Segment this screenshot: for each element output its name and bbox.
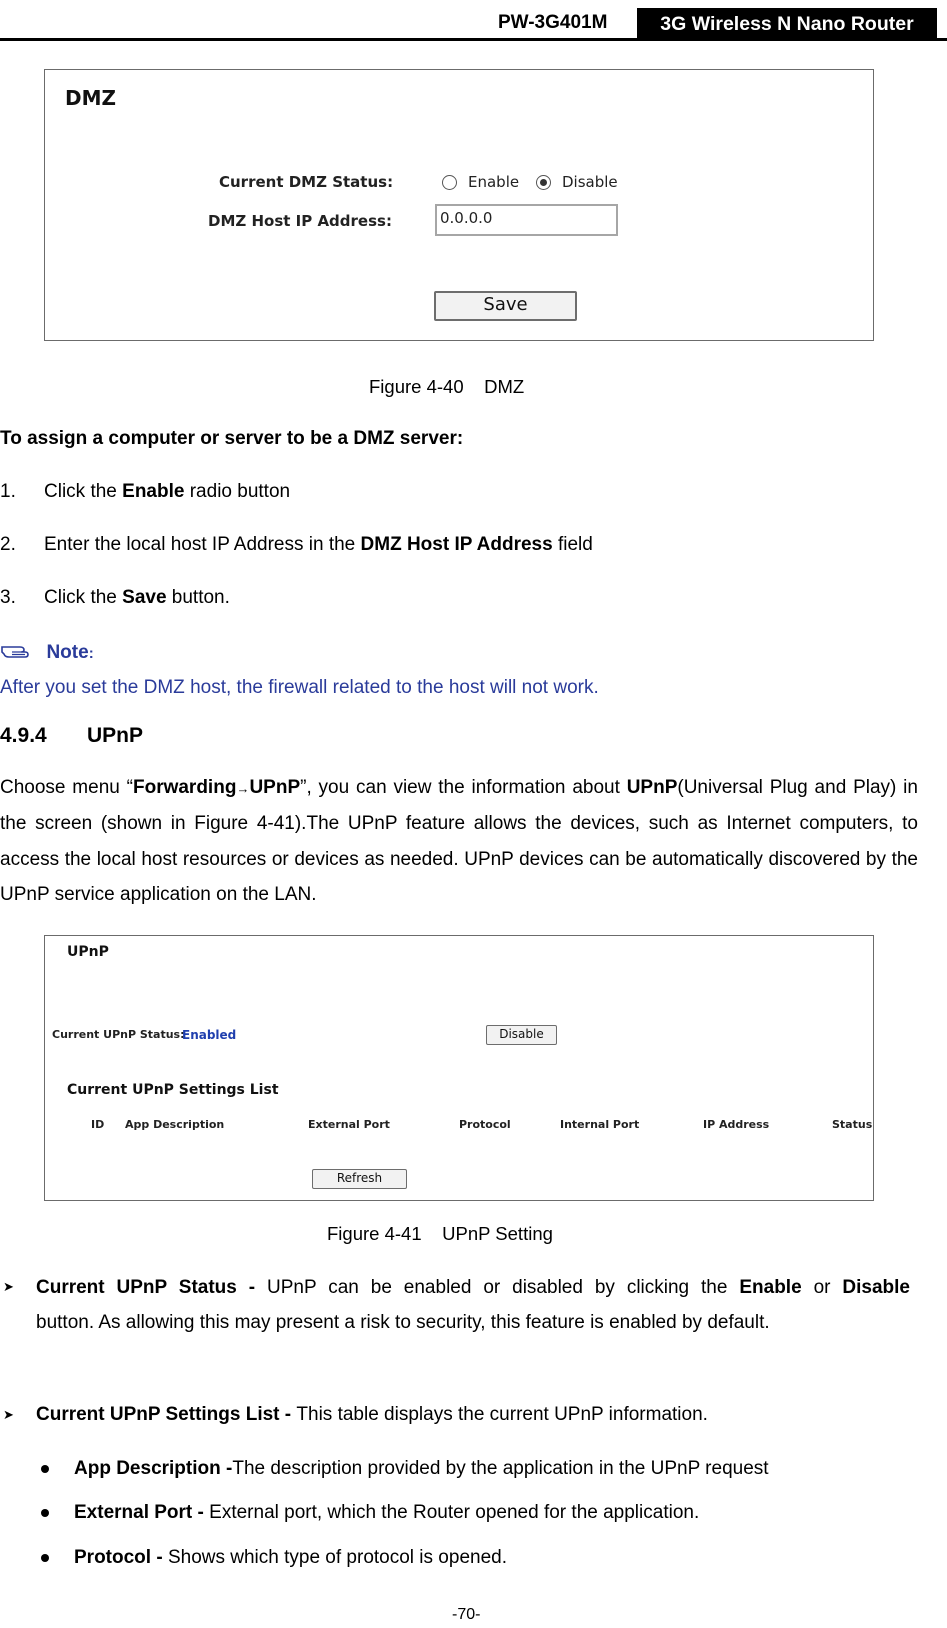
header-rule bbox=[0, 38, 947, 41]
sub-bullet-app-description bbox=[74, 1458, 769, 1480]
column-header-id: ID bbox=[91, 1118, 105, 1131]
bullet-bold: Current UPnP Status - bbox=[36, 1277, 267, 1298]
sub-bullet-text: External port, which the Router opened for the application. bbox=[209, 1502, 700, 1523]
sub-bullet-bold: External Port - bbox=[74, 1502, 210, 1523]
column-header-protocol: Protocol bbox=[459, 1118, 511, 1131]
pointing-hand-icon bbox=[0, 641, 34, 661]
column-header-ip-address: IP Address bbox=[703, 1118, 770, 1131]
upnp-panel bbox=[44, 935, 874, 1201]
upnp-list-title: Current UPnP Settings List bbox=[67, 1082, 279, 1098]
steps-heading: To assign a computer or server to be a DMZ server: bbox=[0, 428, 464, 449]
bullet-text: UPnP can be enabled or disabled by clicking the bbox=[267, 1277, 740, 1298]
sub-bullet-external-port bbox=[74, 1502, 699, 1524]
dot-bullet-icon bbox=[41, 1509, 49, 1517]
upnp-status-value: Enabled bbox=[182, 1028, 237, 1042]
step-number: 2. bbox=[0, 534, 16, 555]
dmz-enable-radio[interactable] bbox=[442, 175, 457, 190]
dot-bullet-icon bbox=[41, 1554, 49, 1562]
step-text: radio button bbox=[184, 481, 291, 502]
dmz-host-ip-label: DMZ Host IP Address: bbox=[208, 212, 392, 230]
step-bold: DMZ Host IP Address bbox=[360, 534, 553, 555]
refresh-button[interactable]: Refresh bbox=[312, 1169, 407, 1189]
column-header-external-port: External Port bbox=[308, 1118, 390, 1131]
dmz-panel-title: DMZ bbox=[65, 86, 117, 110]
header-product: 3G Wireless N Nano Router bbox=[637, 8, 937, 40]
intro-arrow: → bbox=[236, 781, 250, 796]
figure-40-caption: Figure 4-40 DMZ bbox=[369, 376, 525, 397]
dmz-host-ip-input[interactable]: 0.0.0.0 bbox=[435, 204, 618, 236]
step-bold: Enable bbox=[122, 481, 185, 502]
dmz-panel bbox=[44, 69, 874, 341]
bullet-bold: Disable bbox=[842, 1277, 910, 1298]
step-text: Click the bbox=[44, 587, 123, 608]
arrow-bullet-icon: ➤ bbox=[3, 1279, 14, 1294]
dmz-enable-label[interactable]: Enable bbox=[468, 173, 520, 191]
step-number: 1. bbox=[0, 481, 16, 502]
intro-text: Choose menu “ bbox=[0, 777, 133, 798]
sub-bullet-text: Shows which type of protocol is opened. bbox=[167, 1547, 507, 1568]
bullet-bold: Enable bbox=[739, 1277, 802, 1298]
intro-bold: UPnP bbox=[626, 777, 678, 798]
dmz-status-label: Current DMZ Status: bbox=[219, 173, 394, 191]
note-heading bbox=[0, 641, 94, 664]
sub-bullet-bold: Protocol - bbox=[74, 1547, 168, 1568]
intro-bold: Forwarding bbox=[132, 777, 237, 798]
note-label: Note bbox=[46, 642, 89, 663]
bullet-text: This table displays the current UPnP information. bbox=[296, 1404, 708, 1425]
note-colon: : bbox=[88, 645, 94, 662]
upnp-status-label: Current UPnP Status: bbox=[52, 1028, 185, 1041]
section-intro bbox=[0, 770, 918, 912]
arrow-bullet-icon: ➤ bbox=[3, 1407, 14, 1422]
bullet-text: button. As allowing this may present a risk to security, this feature is enabled by default. bbox=[36, 1312, 770, 1334]
step-3 bbox=[0, 587, 230, 609]
bullet-bold: Current UPnP Settings List - bbox=[36, 1404, 297, 1425]
section-title: UPnP bbox=[87, 724, 144, 747]
step-1 bbox=[0, 481, 291, 503]
intro-text: ”, you can view the information about bbox=[300, 777, 627, 798]
figure-41-caption: Figure 4-41 UPnP Setting bbox=[327, 1223, 553, 1244]
step-text: button. bbox=[166, 587, 230, 608]
step-bold: Save bbox=[122, 587, 167, 608]
intro-text: (Universal Plug and Play) in the screen (shown in Figure 4-41).The UPnP feature allows the devices, such as Internet computers, to access the local host resources or devices as needed. UPnP devices can be automatically discovered by the UPnP service application on the LAN. bbox=[0, 777, 918, 905]
step-text: Enter the local host IP Address in the bbox=[44, 534, 361, 555]
sub-bullet-text: The description provided by the application in the UPnP request bbox=[232, 1458, 769, 1479]
bullet-text: or bbox=[801, 1277, 843, 1298]
dmz-disable-radio[interactable] bbox=[536, 175, 551, 190]
disable-button[interactable]: Disable bbox=[486, 1025, 557, 1045]
column-header-internal-port: Internal Port bbox=[560, 1118, 640, 1131]
step-2 bbox=[0, 534, 593, 556]
dmz-disable-label[interactable]: Disable bbox=[562, 173, 618, 191]
page-number: -70- bbox=[452, 1606, 481, 1623]
column-header-app-description: App Description bbox=[125, 1118, 225, 1131]
section-number: 4.9.4 bbox=[0, 724, 47, 747]
upnp-panel-title: UPnP bbox=[67, 944, 109, 960]
step-number: 3. bbox=[0, 587, 16, 608]
step-text: field bbox=[552, 534, 593, 555]
column-header-status: Status bbox=[832, 1118, 873, 1131]
bullet-current-upnp-status bbox=[36, 1270, 910, 1341]
save-button[interactable]: Save bbox=[434, 291, 577, 321]
intro-bold: UPnP bbox=[249, 777, 301, 798]
sub-bullet-protocol bbox=[74, 1547, 507, 1569]
step-text: Click the bbox=[44, 481, 123, 502]
note-text: After you set the DMZ host, the firewall related to the host will not work. bbox=[0, 677, 599, 698]
sub-bullet-bold: App Description - bbox=[74, 1458, 233, 1479]
dot-bullet-icon bbox=[41, 1465, 49, 1473]
header-model: PW-3G401M bbox=[498, 12, 608, 33]
bullet-current-upnp-settings-list bbox=[36, 1404, 708, 1426]
